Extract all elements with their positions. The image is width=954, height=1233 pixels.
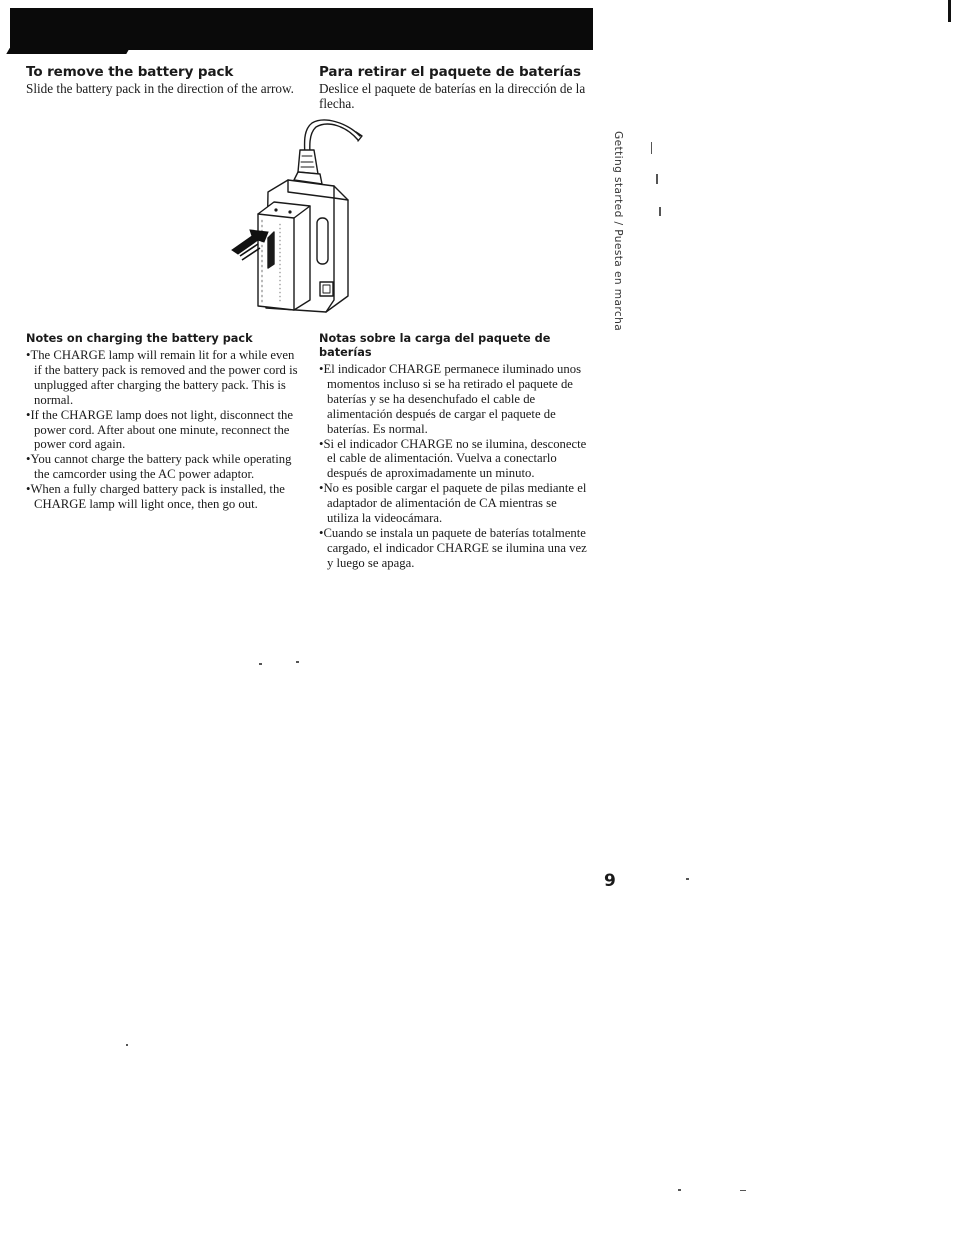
spanish-notes-list <box>319 362 589 571</box>
scan-speck <box>656 174 658 184</box>
spanish-remove-text: Deslice el paquete de baterías en la dirección de la flecha. <box>319 81 586 111</box>
list-item: • When a fully charged battery pack is installed, the CHARGE lamp will light once, then go out. <box>26 482 298 512</box>
english-notes-title: Notes on charging the battery pack <box>26 332 253 345</box>
scan-speck <box>686 878 689 880</box>
list-item: • No es posible cargar el paquete de pilas mediante el adaptador de alimentación de CA mientras se utiliza la videocámara. <box>319 481 589 526</box>
page-number: 9 <box>604 871 616 891</box>
english-notes-list <box>26 348 298 512</box>
list-item: • If the CHARGE lamp does not light, disconnect the power cord. After about one minute, reconnect the power cord again. <box>26 408 298 453</box>
list-item: • El indicador CHARGE permanece iluminado unos momentos incluso si se ha retirado el paquete de baterías y se ha desenchufado el cable de alimentación después de cargar el paquete de baterías. Es normal. <box>319 362 589 437</box>
list-item: • Cuando se instala un paquete de baterías totalmente cargado, el indicador CHARGE se ilumina una vez y luego se apaga. <box>319 526 589 571</box>
spanish-notes-section <box>319 332 589 571</box>
spanish-remove-section <box>319 64 589 111</box>
list-item: • You cannot charge the battery pack while operating the camcorder using the AC power adaptor. <box>26 452 298 482</box>
spanish-remove-title: Para retirar el paquete de baterías <box>319 64 581 80</box>
section-side-label: Getting started / Puesta en marcha <box>612 131 624 332</box>
scan-speck <box>259 663 262 665</box>
scan-speck <box>740 1190 746 1191</box>
english-remove-text: Slide the battery pack in the direction of the arrow. <box>26 81 294 96</box>
scan-speck <box>659 207 661 216</box>
english-notes-section <box>26 332 298 512</box>
english-remove-title: To remove the battery pack <box>26 64 234 80</box>
spanish-notes-title: Notas sobre la carga del paquete de baterías <box>319 332 551 359</box>
scan-speck <box>651 142 652 154</box>
header-bar <box>10 8 593 50</box>
list-item: • Si el indicador CHARGE no se ilumina, desconecte el cable de alimentación. Vuelva a conectarlo después de aproximadamente un minuto. <box>319 437 589 482</box>
english-remove-section <box>26 64 298 96</box>
page-edge-mark <box>948 0 951 22</box>
scan-speck <box>296 661 299 663</box>
scan-speck <box>678 1189 681 1191</box>
battery-charger-illustration <box>228 114 368 316</box>
scan-speck <box>126 1044 128 1046</box>
list-item: • The CHARGE lamp will remain lit for a while even if the battery pack is removed and the power cord is unplugged after charging the battery pack. This is normal. <box>26 348 298 408</box>
